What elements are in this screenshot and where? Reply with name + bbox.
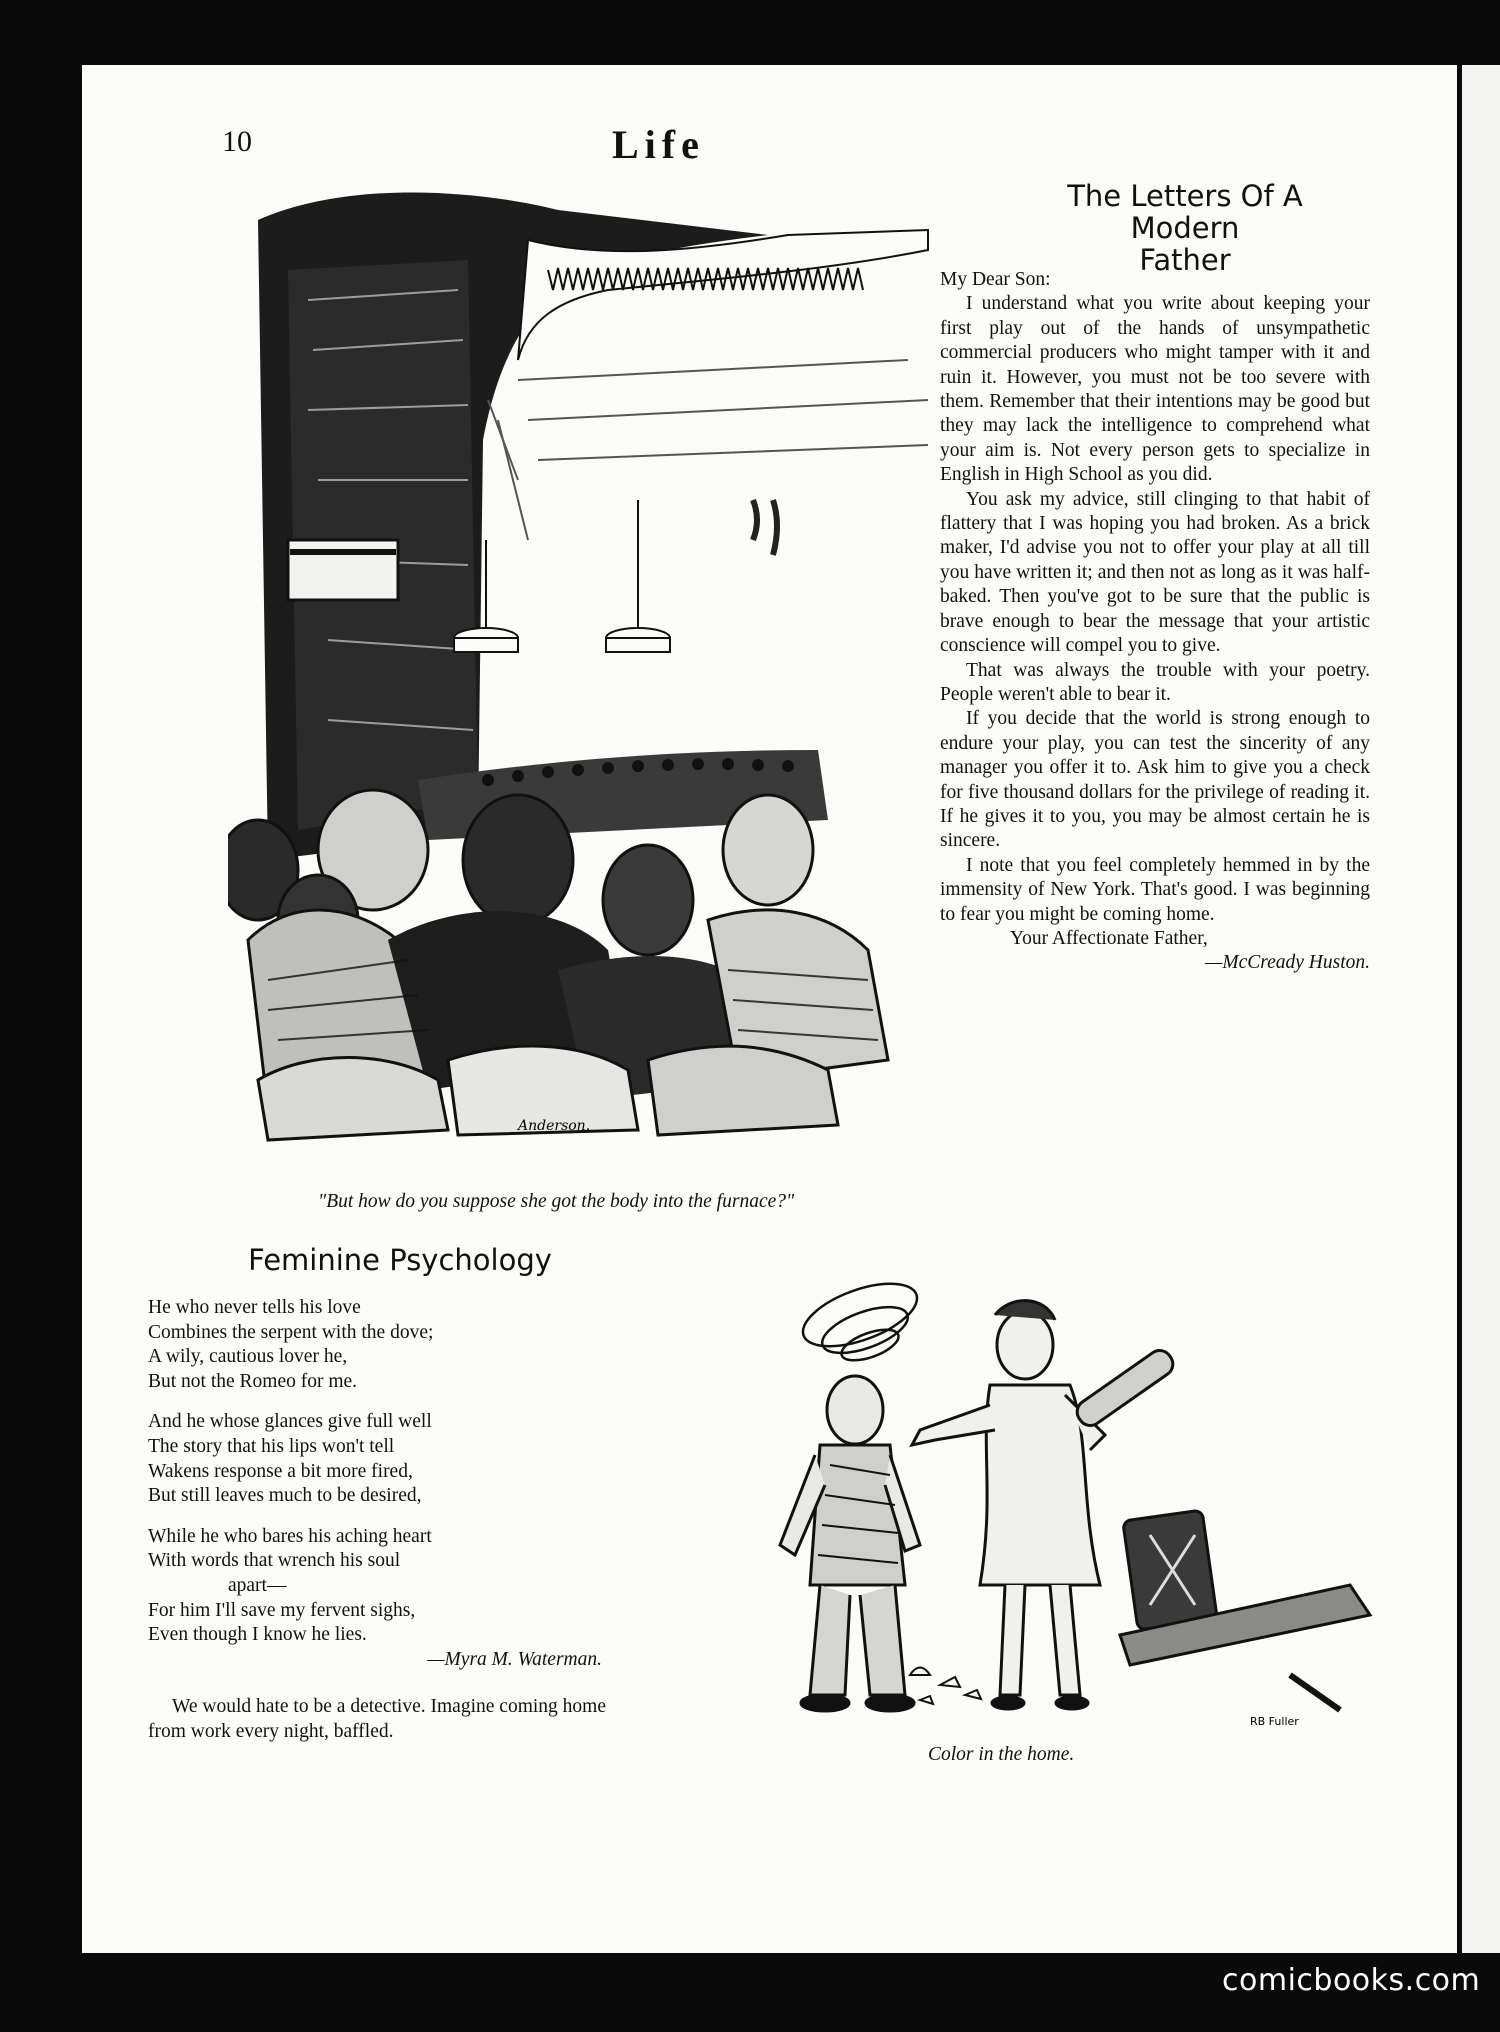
- article-paragraph: I understand what you write about keeping your first play out of the hands of unsympathetic commercial producers who might tamper with it and ruin it. However, you must not be too severe with them. Remember that their intentions may be good but they may lack the intelligence to comprehend what your aim is. Not every person gets to specialize in English in High School as you did.: [940, 293, 1370, 486]
- poem-stanza: [148, 1525, 608, 1673]
- detective-quip: We would hate to be a detective. Imagine coming home from work every night, baffled.: [148, 1696, 606, 1742]
- poem-line: apart—: [228, 1574, 287, 1596]
- poem-line: But not the Romeo for me.: [148, 1370, 358, 1392]
- article-paragraph: If you decide that the world is strong enough to endure your play, you can test the sincerity of any manager you offer it to. Ask him to give you a check for five thousand dollars for the privilege of reading it. If he gives it to you, you may be almost certain he is sincere.: [940, 708, 1370, 852]
- article-title-line-2: Father: [1139, 243, 1231, 277]
- poem-line: He who never tells his love: [148, 1297, 361, 1318]
- poem-line: The story that his lips won't tell: [148, 1435, 395, 1457]
- domestic-cartoon-illustration: [650, 1255, 1390, 1735]
- poem-line: Wakens response a bit more fired,: [148, 1460, 413, 1482]
- article-paragraph: I note that you feel completely hemmed in by the immensity of New York. That's good. I was beginning to fear you might be coming home.: [940, 854, 1370, 925]
- poem-stanza: [148, 1296, 608, 1394]
- cartoon-signature-anderson: Anderson.: [518, 1118, 591, 1134]
- poem-line: And he whose glances give full well: [148, 1411, 432, 1433]
- page-number: 10: [222, 125, 252, 158]
- poem-byline: —Myra M. Waterman.: [427, 1648, 602, 1670]
- cartoon-signature-fuller: RB Fuller: [1250, 1715, 1299, 1728]
- poem-body: [148, 1296, 608, 1688]
- top-cartoon-caption: "But how do you suppose she got the body into the furnace?": [318, 1191, 795, 1212]
- poem-line: A wily, cautious lover he,: [148, 1346, 348, 1368]
- article-closing: Your Affectionate Father,: [1010, 927, 1208, 949]
- article-byline: —McCready Huston.: [1204, 952, 1370, 974]
- poem-stanza: [148, 1410, 608, 1508]
- article-title: [1010, 180, 1360, 276]
- poem-line: For him I'll save my fervent sighs,: [148, 1599, 416, 1621]
- next-page-edge: [1462, 65, 1500, 1953]
- masthead-logo: Life: [612, 122, 705, 167]
- poem-line: With words that wrench his soul: [148, 1550, 401, 1572]
- poem-line: Even though I know he lies.: [148, 1624, 367, 1646]
- bottom-cartoon-caption: Color in the home.: [928, 1744, 1075, 1765]
- article-salutation: My Dear Son:: [940, 269, 1051, 290]
- poem-line: Combines the serpent with the dove;: [148, 1321, 434, 1343]
- article-paragraph: You ask my advice, still clinging to that habit of flattery that I was hoping you had broken. As a brick maker, I'd advise you not to offer your play at all till you have written it; and then not as long as it was half-baked. Then you've got to be sure that the public is brave enough to bear the message that your artistic conscience will compel you to give.: [940, 488, 1370, 657]
- article-body: [940, 268, 1370, 976]
- poem-title: Feminine Psychology: [248, 1243, 552, 1277]
- article-title-line-1: The Letters Of A Modern: [1067, 179, 1303, 245]
- theater-cartoon-illustration: [228, 180, 988, 1160]
- poem-line: But still leaves much to be desired,: [148, 1485, 422, 1507]
- poem-line: While he who bares his aching heart: [148, 1525, 432, 1547]
- source-watermark: comicbooks.com: [1222, 1963, 1481, 1998]
- article-paragraph: That was always the trouble with your poetry. People weren't able to bear it.: [940, 659, 1370, 705]
